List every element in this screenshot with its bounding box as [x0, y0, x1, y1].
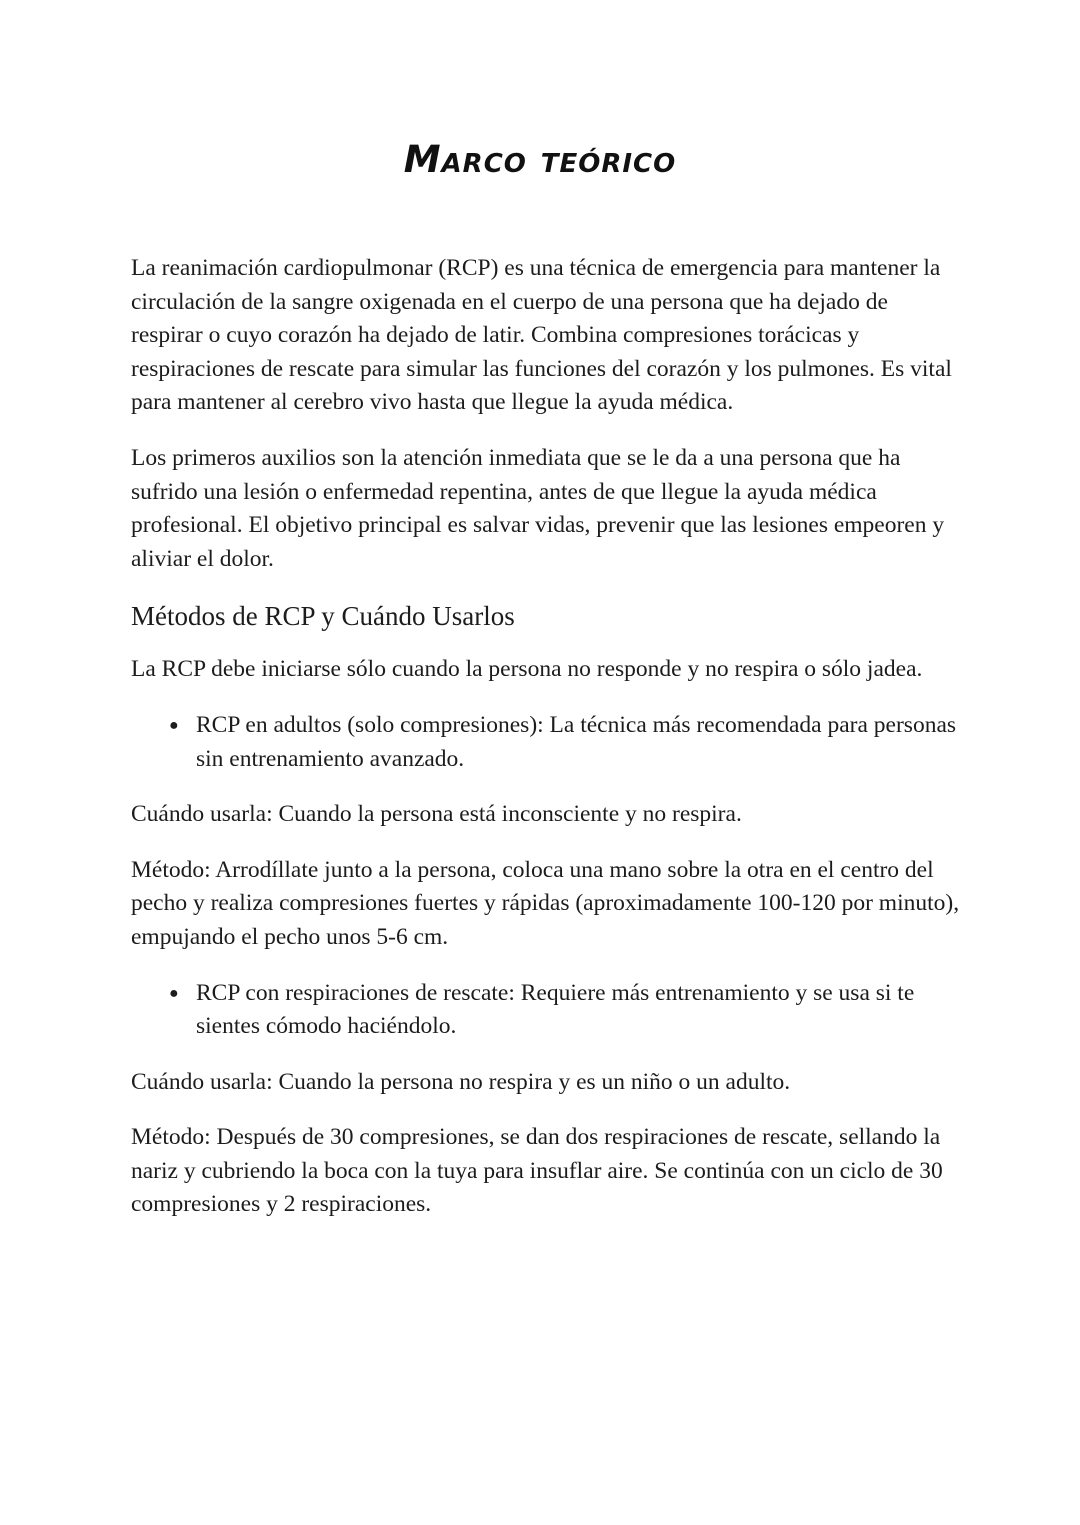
paragraph-rcp-definition: La reanimación cardiopulmonar (RCP) es una técnica de emergencia para mantener la circulación de la sangre oxigenada en el cuerpo de una persona que ha dejado de respirar o cuyo corazón ha dejado de latir. Combina compresiones torácicas y respiraciones de rescate para simular las funciones del corazón y los pulmones. Es vital para mantener al cerebro vivo hasta que llegue la ayuda médica.: [131, 255, 952, 416]
document-body: [131, 252, 961, 1244]
method-1-bullet-text: RCP en adultos (solo compresiones): La técnica más recomendada para personas sin entrenamiento avanzado.: [196, 711, 957, 772]
list-item: [169, 709, 961, 776]
section-heading: Métodos de RCP y Cuándo Usarlos: [131, 601, 515, 632]
method-2-description: Método: Después de 30 compresiones, se dan dos respiraciones de rescate, sellando la nariz y cubriendo la boca con la tuya para insuflar aire. Se continúa con un ciclo de 30 compresiones y 2 respiraciones.: [131, 1124, 943, 1218]
list-item: [169, 977, 961, 1044]
bullet-list: [131, 709, 961, 776]
bullet-icon: ●: [169, 984, 179, 1002]
method-1-when: Cuándo usarla: Cuando la persona está inconsciente y no respira.: [131, 801, 742, 828]
bullet-icon: ●: [169, 716, 179, 734]
method-1-description: Método: Arrodíllate junto a la persona, coloca una mano sobre la otra en el centro del pecho y realiza compresiones fuertes y rápidas (aproximadamente 100-120 por minuto), empujando el pecho unos 5-6 cm.: [131, 856, 960, 950]
method-2-when: Cuándo usarla: Cuando la persona no respira y es un niño o un adulto.: [131, 1068, 791, 1095]
bullet-list: [131, 977, 961, 1044]
page-title: Marco teórico: [403, 138, 677, 181]
method-2-bullet-text: RCP con respiraciones de rescate: Requiere más entrenamiento y se usa si te sientes cómodo haciéndolo.: [196, 979, 915, 1040]
paragraph-first-aid-definition: Los primeros auxilios son la atención inmediata que se le da a una persona que ha sufrido una lesión o enfermedad repentina, antes de que llegue la ayuda médica profesional. El objetivo principal es salvar vidas, prevenir que las lesiones empeoren y aliviar el dolor.: [131, 444, 945, 572]
section-intro: La RCP debe iniciarse sólo cuando la persona no responde y no respira o sólo jadea.: [131, 656, 923, 683]
